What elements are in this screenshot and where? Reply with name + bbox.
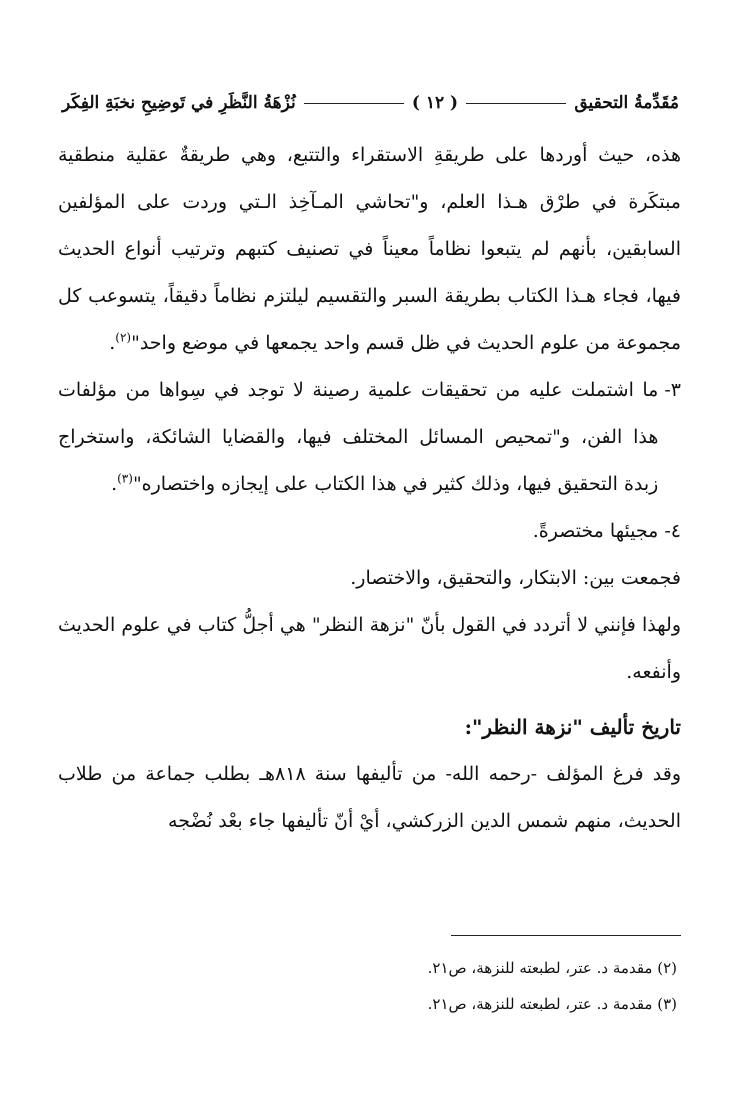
list-number: ٤- [664,520,681,542]
footnote-ref-2: (٢) [115,330,132,345]
list-number: ٣- [664,379,681,401]
header-rule-left [304,103,404,104]
paragraph-combined: فجمعت بين: الابتكار، والتحقيق، والاختصار. [350,567,681,589]
page-body [58,132,681,845]
list-item-3 [58,367,681,508]
list-text: مجيئها مختصرةً. [532,520,659,542]
header-rule-right [466,103,566,104]
paragraph-conclusion: ولهذا فإنني لا أتردد في القول بأنّ "نزهة النظر" هي أجلُّ كتاب في علوم الحديث وأنفعه. [58,614,681,683]
header-section-title: مُقَدِّمةُ التحقيق [574,93,679,113]
section-heading: تاريخ تأليف "نزهة النظر": [464,715,681,739]
footnote-ref-3: (٣) [117,471,133,486]
page-number: ( ١٢ ) [411,93,459,113]
paragraph-method: هذه، حيث أوردها على طريقةِ الاستقراء والتتبع، وهي طريقةٌ عقلية منطقية مبتكَرة في طرْق هـذا العلم، و"تحاشي المـآخِذ الـتي وردت على المؤلفين السابقين، بأنهم لم يتبعوا نظاماً معيناً في تصنيف كتبهم وترتيب أنواع الحديث فيها، فجاء هـذا الكتاب بطريقة السبر والتقسيم ليلتزم نظاماً دقيقاً، يتسوعب كل مجموعة من علوم الحديث في ظل قسم واحد يجمعها في موضع واحد"$^{(٢)}$. [58,144,681,354]
footnote-3: (٣) مقدمة د. عتر، لطبعته للنزهة، ص٢١. [427,995,677,1013]
header-book-title: نُزْهَةُ النَّظَرِ في تَوضِيحِ نخبَةِ الفِكَر [61,93,296,113]
footnote-divider [451,935,681,936]
footnotes [60,950,677,1022]
running-header [62,86,679,120]
paragraph-date: وقد فرغ المؤلف -رحمه الله- من تأليفها سنة ٨١٨هـ بطلب جماعة من طلاب الحديث، منهم شمس الدين الزركشي، أيْ أنّ تأليفها جاء بعْد نُضْجه [58,763,681,832]
list-item-4 [58,508,681,555]
list-text: ما اشتملت عليه من تحقيقات علمية رصينة لا توجد في سِواها من مؤلفات هذا الفن، و"تمحيص المسائل المختلف فيها، والقضايا الشائكة، واستخراج زبدة التحقيق فيها، وذلك كثير في هذا الكتاب على إيجازه واختصاره"$^{(٣)}$. [58,379,659,495]
footnote-2: (٢) مقدمة د. عتر، لطبعته للنزهة، ص٢١. [427,959,677,977]
